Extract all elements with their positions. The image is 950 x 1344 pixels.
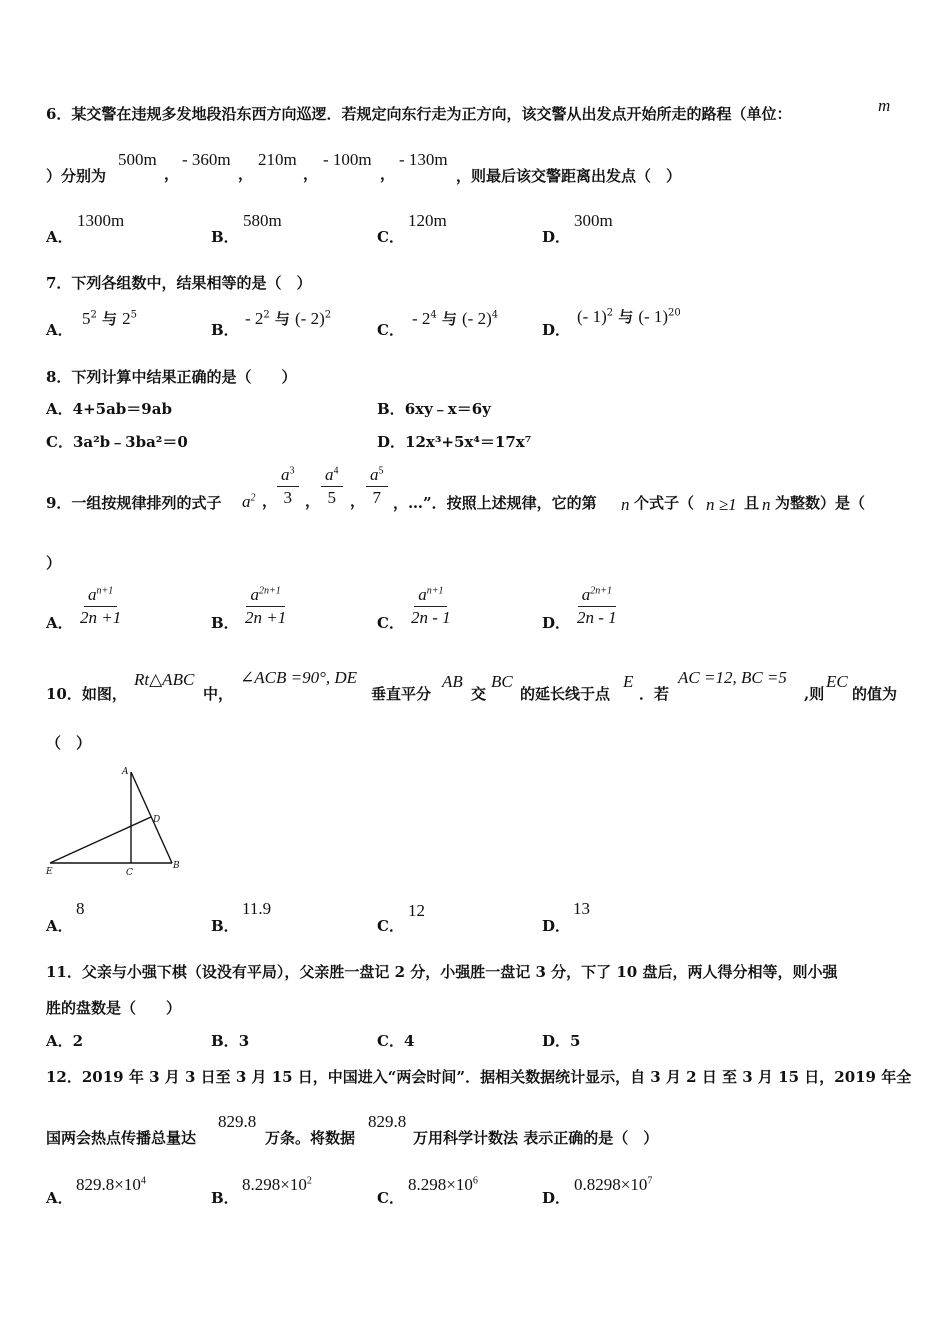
q7-option-b-label: B． bbox=[211, 321, 239, 339]
q7-option-c-label: C． bbox=[377, 321, 404, 339]
q6-stem-line2-suffix: ，则最后该交警距离出发点（ ） bbox=[456, 167, 682, 185]
q12-number-1: 829.8 bbox=[218, 1112, 257, 1131]
q10-stem-line2: （ ） bbox=[46, 734, 92, 752]
q10-triangle: Rt△ABC bbox=[134, 670, 195, 689]
segment-ab bbox=[131, 772, 172, 863]
q10-option-d-value: 13 bbox=[573, 899, 590, 918]
q7-option-a-label: A． bbox=[46, 321, 73, 339]
q11-stem-line2: 胜的盘数是（ ） bbox=[46, 999, 182, 1017]
q9-n2: n bbox=[762, 495, 771, 514]
q10-option-a-label: A． bbox=[46, 917, 73, 935]
q6-dist-2: - 360m bbox=[182, 150, 231, 169]
q7-option-b-expr: - $2^2$ 与 (- 2)$^2$ bbox=[245, 309, 332, 328]
q9-stem-end: 为整数）是（ bbox=[775, 494, 866, 512]
q10-stem-p1: 10．如图， bbox=[46, 685, 127, 703]
q12-option-a-value: $829.8\times 10^4$ bbox=[76, 1175, 146, 1194]
q7-option-a-expr: $5^2$ 与 $2^5$ bbox=[82, 309, 137, 328]
q10-stem-p7: ,则 bbox=[804, 685, 825, 703]
q12-stem-l2a: 国两会热点传播总量达 bbox=[46, 1129, 197, 1147]
q10-stem-p4: 交 bbox=[471, 685, 487, 703]
q10-ec: EC bbox=[826, 672, 848, 691]
q10-angle: ∠ACB =90°, DE bbox=[240, 668, 358, 687]
q8-stem: 8．下列计算中结果正确的是（ ） bbox=[46, 368, 297, 386]
q7-option-c-expr: - $2^4$ 与 (- 2)$^4$ bbox=[412, 309, 499, 328]
q6-option-d-label: D． bbox=[542, 228, 571, 246]
q12-option-c-label: C． bbox=[377, 1189, 404, 1207]
q6-option-c-label: C． bbox=[377, 228, 404, 246]
separator: ， bbox=[350, 492, 366, 510]
q6-dist-3: 210m bbox=[258, 150, 297, 169]
q10-option-d-label: D． bbox=[542, 917, 571, 935]
q6-option-a-value: 1300m bbox=[77, 211, 125, 230]
separator: ， bbox=[380, 165, 396, 183]
separator: ， bbox=[238, 165, 254, 183]
q10-option-c-label: C． bbox=[377, 917, 404, 935]
q10-stem-p2: 中， bbox=[203, 685, 234, 703]
segment-ed bbox=[50, 817, 151, 863]
q11-option-c: C．4 bbox=[377, 1032, 415, 1050]
q8-option-c: C．3a²b﹣3ba²＝0 bbox=[46, 433, 188, 451]
label-a: A bbox=[122, 767, 129, 777]
q6-dist-4: - 100m bbox=[323, 150, 372, 169]
q9-fraction-3: $\frac{a^5}{7}$ bbox=[366, 466, 388, 507]
q9-fraction-2: $\frac{a^4}{5}$ bbox=[321, 466, 343, 507]
q9-option-d-fraction: $\frac{a^{2n+1}}{2n - 1}$ bbox=[577, 585, 617, 627]
q9-option-a-label: A． bbox=[46, 614, 73, 632]
separator: ， bbox=[303, 165, 319, 183]
q12-option-d-value: $0.8298\times 10^7$ bbox=[574, 1175, 653, 1194]
q10-stem-p8: 的值为 bbox=[852, 685, 898, 703]
q9-option-c-label: C． bbox=[377, 614, 404, 632]
separator: ， bbox=[305, 492, 321, 510]
q7-option-d-expr: (- 1)$^2$ 与 (- 1)$^{20}$ bbox=[577, 307, 681, 326]
q6-unit: m bbox=[878, 96, 891, 115]
q6-stem-line1: 6．某交警在违规多发地段沿东西方向巡逻．若规定向东行走为正方向，该交警从出发点开始所走的路程（单位： bbox=[46, 105, 792, 123]
q9-first-term: $a^2$ bbox=[242, 492, 256, 511]
separator: ， bbox=[262, 492, 278, 510]
q9-stem-line2: ） bbox=[46, 554, 62, 572]
q10-ab: AB bbox=[442, 672, 463, 691]
q9-option-d-label: D． bbox=[542, 614, 571, 632]
q9-n: n bbox=[621, 495, 630, 514]
label-b: B bbox=[173, 861, 180, 871]
q6-stem-line2-prefix: ）分别为 bbox=[46, 167, 107, 185]
label-d: D bbox=[153, 815, 161, 825]
q9-fraction-1: $\frac{a^3}{3}$ bbox=[277, 466, 299, 507]
q6-option-b-label: B． bbox=[211, 228, 239, 246]
q12-option-d-label: D． bbox=[542, 1189, 571, 1207]
label-c: C bbox=[126, 868, 133, 878]
q10-stem-p6: ．若 bbox=[639, 685, 670, 703]
q12-stem-l2c: 万用科学计数法 表示正确的是（ ） bbox=[413, 1129, 659, 1147]
q10-e: E bbox=[623, 672, 634, 691]
q11-option-a: A．2 bbox=[46, 1032, 84, 1050]
q12-stem-line1: 12．2019 年 3 月 3 日至 3 月 15 日，中国进入“两会时间”．据相关数据统计显示，自 3 月 2 日 至 3 月 15 日，2019 年全 bbox=[46, 1068, 912, 1086]
q10-stem-p3: 垂直平分 bbox=[371, 685, 432, 703]
q12-number-2: 829.8 bbox=[368, 1112, 407, 1131]
q10-option-b-label: B． bbox=[211, 917, 239, 935]
q9-and: 且 bbox=[744, 494, 760, 512]
q9-option-a-fraction: $\frac{a^{n+1}}{2n +1}$ bbox=[80, 585, 122, 627]
q6-option-a-label: A． bbox=[46, 228, 73, 246]
q12-option-b-value: $8.298\times 10^2$ bbox=[242, 1175, 312, 1194]
q10-option-c-value: 12 bbox=[408, 901, 425, 920]
q11-option-b: B．3 bbox=[211, 1032, 250, 1050]
q10-geometry-figure bbox=[40, 760, 190, 880]
q9-option-b-fraction: $\frac{a^{2n+1}}{2n +1}$ bbox=[245, 585, 287, 627]
q10-condition: AC =12, BC =5 bbox=[678, 668, 787, 687]
q6-dist-1: 500m bbox=[118, 150, 157, 169]
q7-option-d-label: D． bbox=[542, 321, 571, 339]
separator: ， bbox=[164, 165, 180, 183]
q10-bc: BC bbox=[491, 672, 513, 691]
q9-stem-prefix: 9．一组按规律排列的式子 bbox=[46, 494, 222, 512]
q9-option-c-fraction: $\frac{a^{n+1}}{2n - 1}$ bbox=[411, 585, 451, 627]
q12-option-a-label: A． bbox=[46, 1189, 73, 1207]
q6-option-d-value: 300m bbox=[574, 211, 613, 230]
q6-option-c-value: 120m bbox=[408, 211, 447, 230]
q12-option-b-label: B． bbox=[211, 1189, 239, 1207]
q12-stem-l2b: 万条。将数据 bbox=[265, 1129, 356, 1147]
q12-option-c-value: $8.298\times 10^6$ bbox=[408, 1175, 478, 1194]
q6-dist-5: - 130m bbox=[399, 150, 448, 169]
q6-option-b-value: 580m bbox=[243, 211, 282, 230]
q11-option-d: D．5 bbox=[542, 1032, 581, 1050]
label-e: E bbox=[46, 867, 53, 877]
q10-option-b-value: 11.9 bbox=[242, 899, 272, 918]
q8-option-a: A．4+5ab＝9ab bbox=[46, 400, 172, 418]
q9-stem-mid2: 个式子（ bbox=[634, 494, 695, 512]
q7-stem: 7．下列各组数中，结果相等的是（ ） bbox=[46, 274, 312, 292]
q10-option-a-value: 8 bbox=[76, 899, 85, 918]
q8-option-d: D．12x³+5x⁴＝17x⁷ bbox=[377, 433, 532, 451]
q10-stem-p5: 的延长线于点 bbox=[520, 685, 611, 703]
q11-stem-line1: 11．父亲与小强下棋（设没有平局），父亲胜一盘记 2 分，小强胜一盘记 3 分，下了 10 盘后，两人得分相等，则小强 bbox=[46, 963, 838, 981]
q9-stem-mid: ，…”．按照上述规律，它的第 bbox=[393, 494, 597, 512]
q9-option-b-label: B． bbox=[211, 614, 239, 632]
q8-option-b: B．6xy﹣x＝6y bbox=[377, 400, 491, 418]
q9-condition: n ≥1 bbox=[706, 495, 737, 514]
